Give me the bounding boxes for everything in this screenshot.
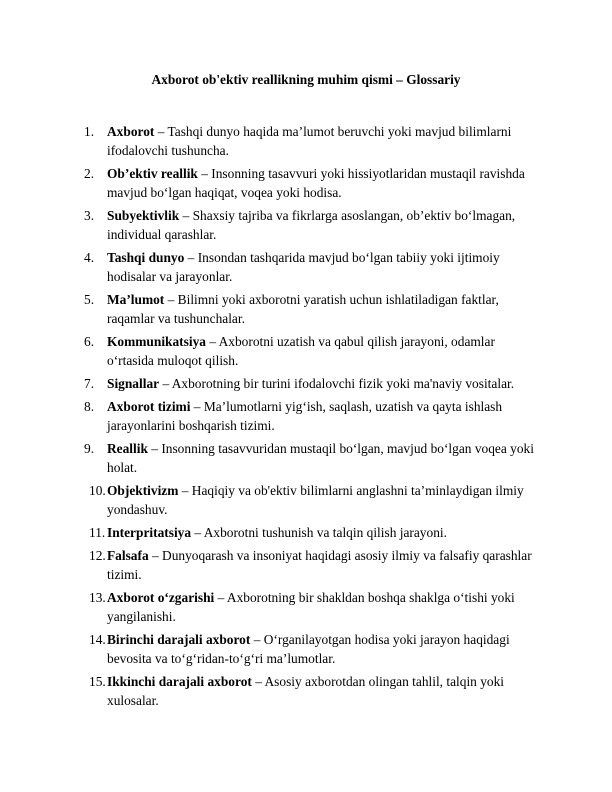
- term-separator: –: [179, 208, 193, 223]
- item-number: 12.: [89, 548, 106, 563]
- item-number: 8.: [84, 399, 95, 414]
- item-number: 3.: [84, 208, 95, 223]
- glossary-definition: Axborotning bir turini ifodalovchi fizik yoki ma'naviy vositalar.: [171, 376, 515, 391]
- item-number: 14.: [89, 632, 106, 647]
- glossary-item: [72, 546, 540, 584]
- glossary-term: Reallik: [107, 441, 148, 456]
- item-number: 6.: [84, 334, 95, 349]
- item-number: 9.: [84, 441, 95, 456]
- glossary-term: Axborot: [107, 124, 155, 139]
- item-number: 4.: [84, 250, 95, 265]
- glossary-term: Axborot tizimi: [107, 399, 191, 414]
- glossary-term: Birinchi darajali axborot: [107, 632, 251, 647]
- glossary-definition: Insondan tashqarida mavjud bo‘lgan tabiiy yoki ijtimoiy hodisalar va jarayonlar.: [107, 250, 500, 284]
- term-separator: –: [154, 124, 168, 139]
- glossary-term: Signallar: [107, 376, 160, 391]
- item-number: 1.: [84, 124, 95, 139]
- page-title: Axborot ob'ektiv reallikning muhim qismi – Glossariy: [151, 72, 461, 87]
- term-separator: –: [191, 525, 204, 540]
- item-number: 15.: [89, 674, 106, 689]
- item-number: 10.: [89, 483, 106, 498]
- item-number: 11.: [89, 525, 106, 540]
- glossary-list: [72, 122, 540, 714]
- term-separator: –: [178, 483, 192, 498]
- glossary-definition: Bilimni yoki axborotni yaratish uchun ishlatiladigan faktlar, raqamlar va tushunchalar.: [107, 292, 499, 326]
- glossary-term: Interpritatsiya: [107, 525, 192, 540]
- glossary-term: Falsafa: [107, 548, 149, 563]
- glossary-definition: Axborotning bir shakldan boshqa shaklga o‘tishi yoki yangilanishi.: [107, 590, 515, 624]
- glossary-item: [72, 588, 540, 626]
- glossary-term: Ma’lumot: [107, 292, 165, 307]
- item-number: 2.: [84, 166, 95, 181]
- glossary-item: [72, 439, 540, 477]
- glossary-term: Objektivizm: [107, 483, 179, 498]
- glossary-term: Kommunikatsiya: [107, 334, 206, 349]
- glossary-definition: Shaxsiy tajriba va fikrlarga asoslangan, ob’ektiv bo‘lmagan, individual qarashlar.: [107, 208, 516, 242]
- glossary-term: Ob’ektiv reallik: [107, 166, 198, 181]
- term-separator: –: [250, 632, 264, 647]
- term-separator: –: [205, 334, 219, 349]
- item-number: 13.: [89, 590, 106, 605]
- glossary-definition: Insonning tasavvuri yoki hissiyotlaridan mustaqil ravishda mavjud bo‘lgan haqiqat, voqea yoki hodisa.: [107, 166, 525, 200]
- glossary-definition: Axborotni uzatish va qabul qilish jarayoni, odamlar o‘rtasida muloqot qilish.: [107, 334, 495, 368]
- glossary-item: [72, 164, 540, 202]
- glossary-item: [72, 290, 540, 328]
- term-separator: –: [190, 399, 204, 414]
- glossary-definition: O‘rganilayotgan hodisa yoki jarayon haqidagi bevosita va to‘g‘ridan-to‘g‘ri ma’lumotlar.: [107, 632, 510, 666]
- item-number: 5.: [84, 292, 95, 307]
- glossary-item: [72, 332, 540, 370]
- glossary-item: [72, 523, 540, 542]
- glossary-definition: Tashqi dunyo haqida ma’lumot beruvchi yoki mavjud bilimlarni ifodalovchi tushuncha.: [107, 124, 512, 158]
- term-separator: –: [214, 590, 227, 605]
- glossary-term: Axborot o‘zgarishi: [107, 590, 215, 605]
- glossary-item: [72, 481, 540, 519]
- glossary-definition: Axborotni tushunish va talqin qilish jarayoni.: [203, 525, 447, 540]
- glossary-definition: Insonning tasavvuridan mustaqil bo‘lgan, mavjud bo‘lgan voqea yoki holat.: [107, 441, 534, 475]
- glossary-item: [72, 206, 540, 244]
- glossary-term: Tashqi dunyo: [107, 250, 185, 265]
- glossary-item: [72, 122, 540, 160]
- glossary-definition: Asosiy axborotdan olingan tahlil, talqin yoki xulosalar.: [107, 674, 505, 708]
- glossary-item: [72, 630, 540, 668]
- glossary-definition: Haqiqiy va ob'ektiv bilimlarni anglashni ta’minlaydigan ilmiy yondashuv.: [107, 483, 524, 517]
- term-separator: –: [164, 292, 178, 307]
- glossary-definition: Dunyoqarash va insoniyat haqidagi asosiy ilmiy va falsafiy qarashlar tizimi.: [107, 548, 532, 582]
- glossary-item: [72, 374, 540, 393]
- glossary-item: [72, 672, 540, 710]
- term-separator: –: [251, 674, 265, 689]
- term-separator: –: [148, 548, 163, 563]
- term-separator: –: [159, 376, 172, 391]
- term-separator: –: [197, 166, 212, 181]
- term-separator: –: [184, 250, 198, 265]
- glossary-definition: Ma’lumotlarni yig‘ish, saqlash, uzatish va qayta ishlash jarayonlarini boshqarish tizimi.: [107, 399, 503, 433]
- item-number: 7.: [84, 376, 95, 391]
- term-separator: –: [147, 441, 162, 456]
- glossary-term: Subyektivlik: [107, 208, 180, 223]
- glossary-term: Ikkinchi darajali axborot: [107, 674, 252, 689]
- glossary-item: [72, 248, 540, 286]
- glossary-item: [72, 397, 540, 435]
